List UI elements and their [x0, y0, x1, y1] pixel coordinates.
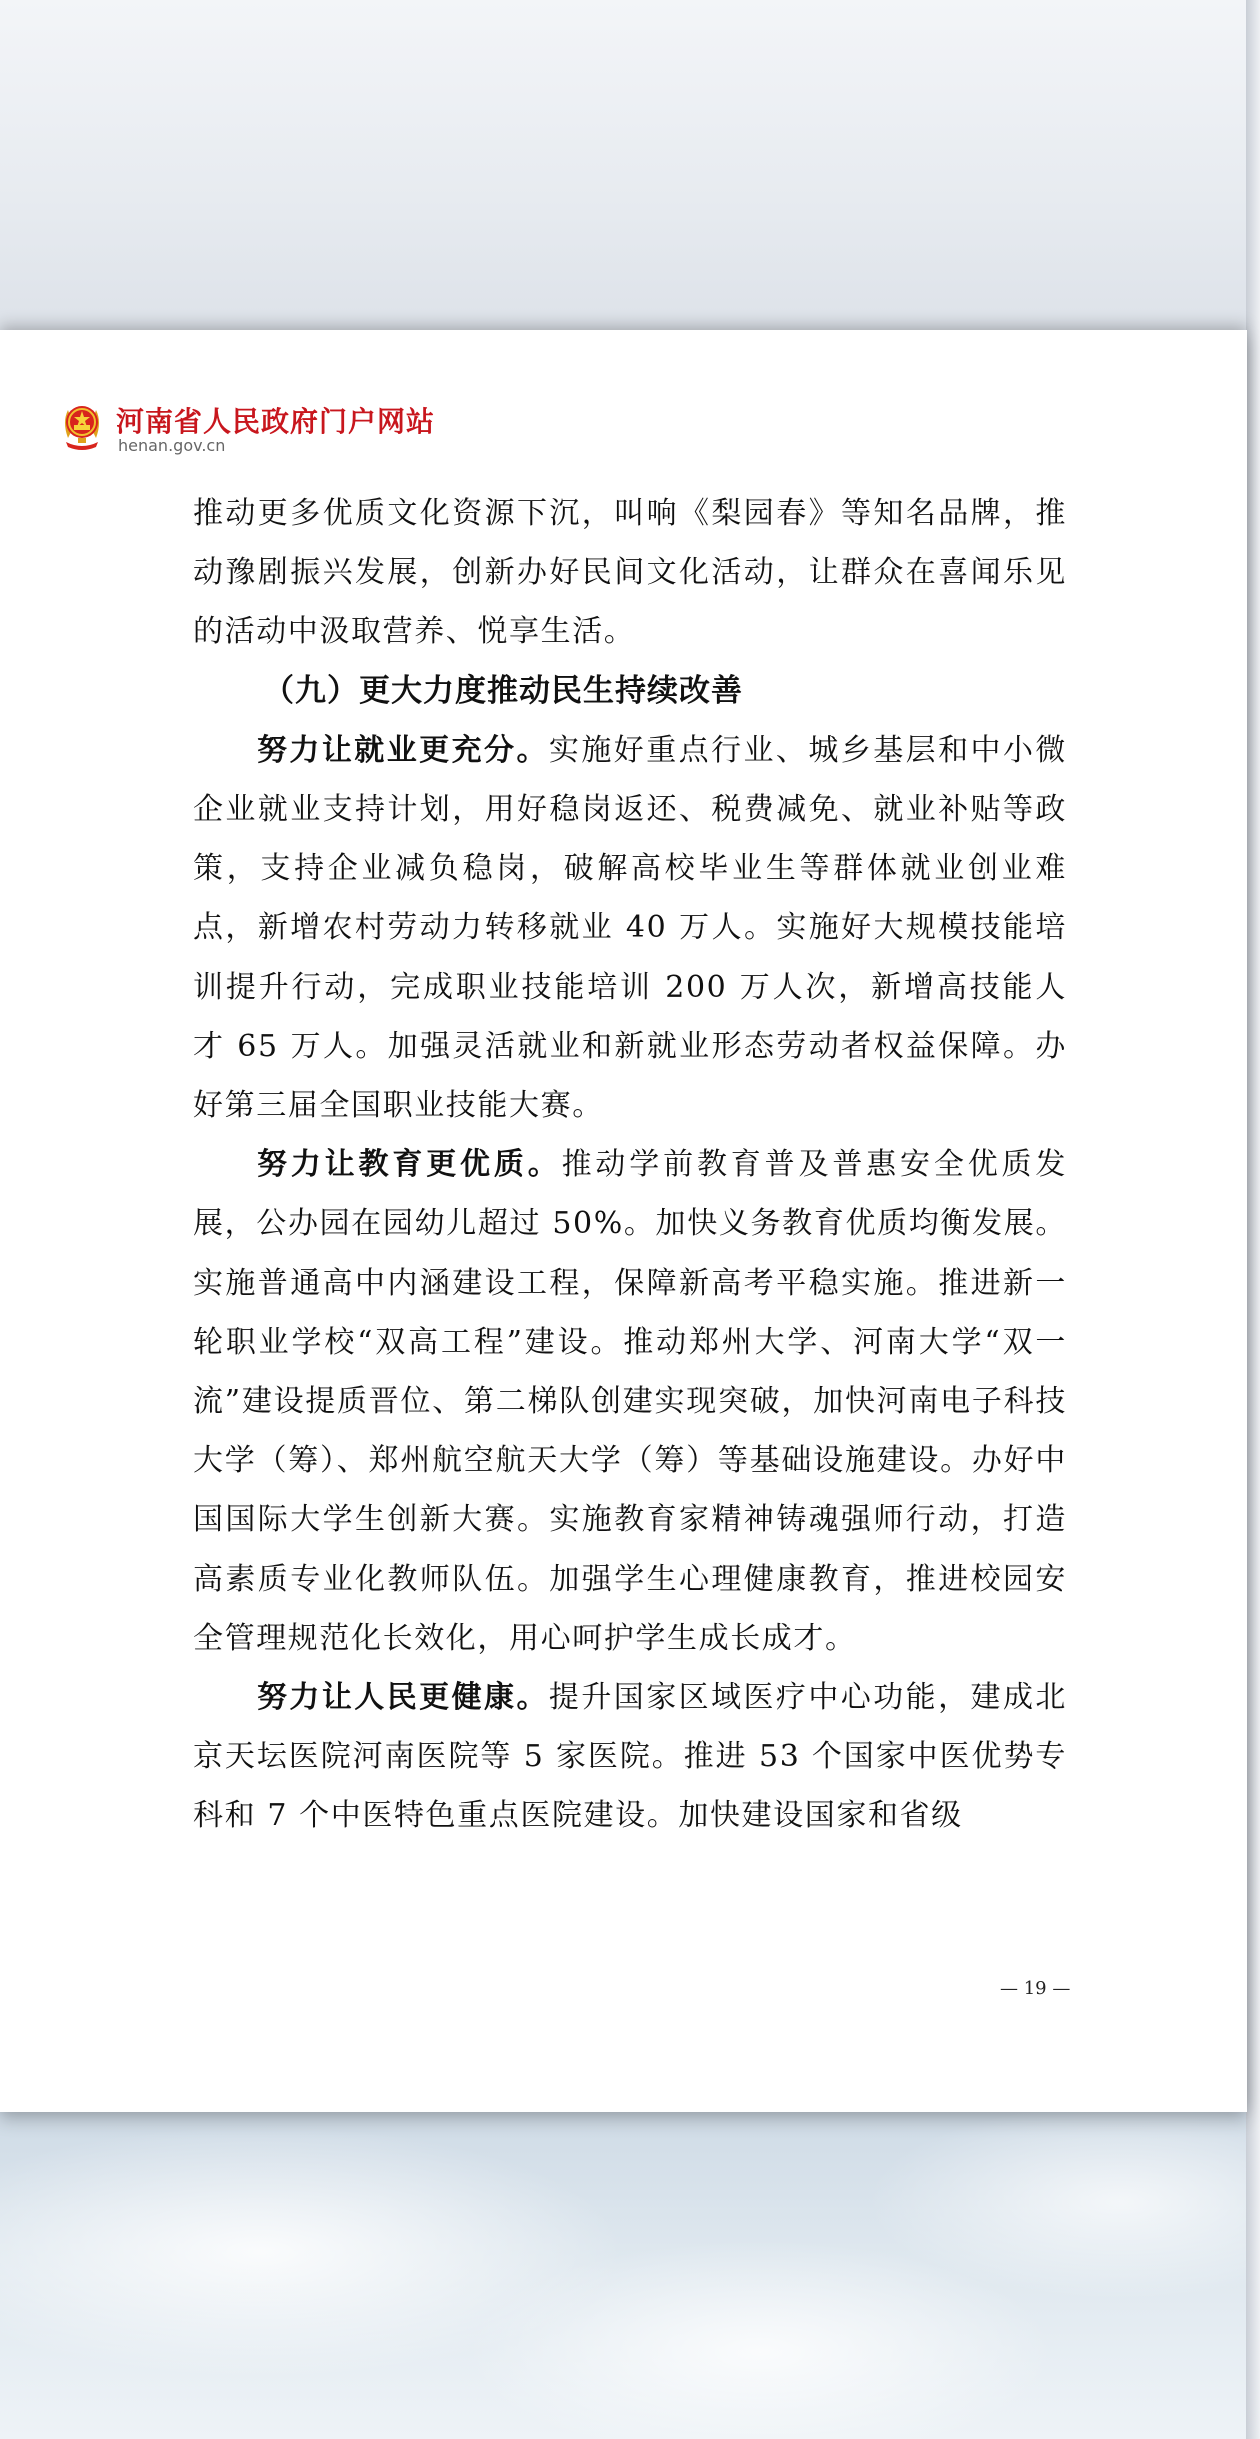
page-number: — 19 —	[1000, 1978, 1071, 1999]
background-top	[0, 0, 1260, 330]
employment-body: 实施好重点行业、城乡基层和中小微企业就业支持计划，用好稳岗返还、税费减免、就业补贴等政策，支持企业减负稳岗，破解高校毕业生等群体就业创业难点，新增农村劳动力转移就业 40 万人。实施好大规模技能培训提升行动，完成职业技能培训 200 万人次，新增高技能人才 65 万人。加强灵活就业和新就业形态劳动者权益保障。办好第三届全国职业技能大赛。	[193, 732, 1067, 1124]
national-emblem-icon	[58, 398, 106, 452]
site-url: henan.gov.cn	[118, 436, 226, 455]
health-lead: 努力让人民更健康。	[257, 1680, 549, 1716]
employment-lead: 努力让就业更充分。	[257, 732, 549, 768]
paragraph-culture: 推动更多优质文化资源下沉，叫响《梨园春》等知名品牌，推动豫剧振兴发展，创新办好民间文化活动，让群众在喜闻乐见的活动中汲取营养、悦享生活。	[193, 496, 1067, 650]
page-edge	[1246, 0, 1260, 2439]
education-lead: 努力让教育更优质。	[257, 1147, 562, 1183]
site-name: 河南省人民政府门户网站	[116, 405, 436, 438]
document-page	[0, 330, 1247, 2112]
document-body	[193, 484, 1067, 1846]
section-heading: （九）更大力度推动民生持续改善	[263, 672, 743, 709]
background-bottom	[0, 2112, 1260, 2439]
health-body: 提升国家区域医疗中心功能，建成北京天坛医院河南医院等 5 家医院。推进 53 个国家中医优势专科和 7 个中医特色重点医院建设。加快建设国家和省级	[193, 1680, 1067, 1834]
education-body: 推动学前教育普及普惠安全优质发展，公办园在园幼儿超过 50%。加快义务教育优质均衡发展。实施普通高中内涵建设工程，保障新高考平稳实施。推进新一轮职业学校“双高工程”建设。推动郑州大学、河南大学“双一流”建设提质晋位、第二梯队创建实现突破，加快河南电子科技大学（筹）、郑州航空航天大学（筹）等基础设施建设。办好中国国际大学生创新大赛。实施教育家精神铸魂强师行动，打造高素质专业化教师队伍。加强学生心理健康教育，推进校园安全管理规范化长效化，用心呵护学生成长成才。	[193, 1147, 1067, 1656]
paragraph-employment	[193, 721, 1067, 1135]
paragraph-education	[193, 1135, 1067, 1668]
site-logo[interactable]	[58, 398, 438, 460]
paragraph-health	[193, 1668, 1067, 1846]
